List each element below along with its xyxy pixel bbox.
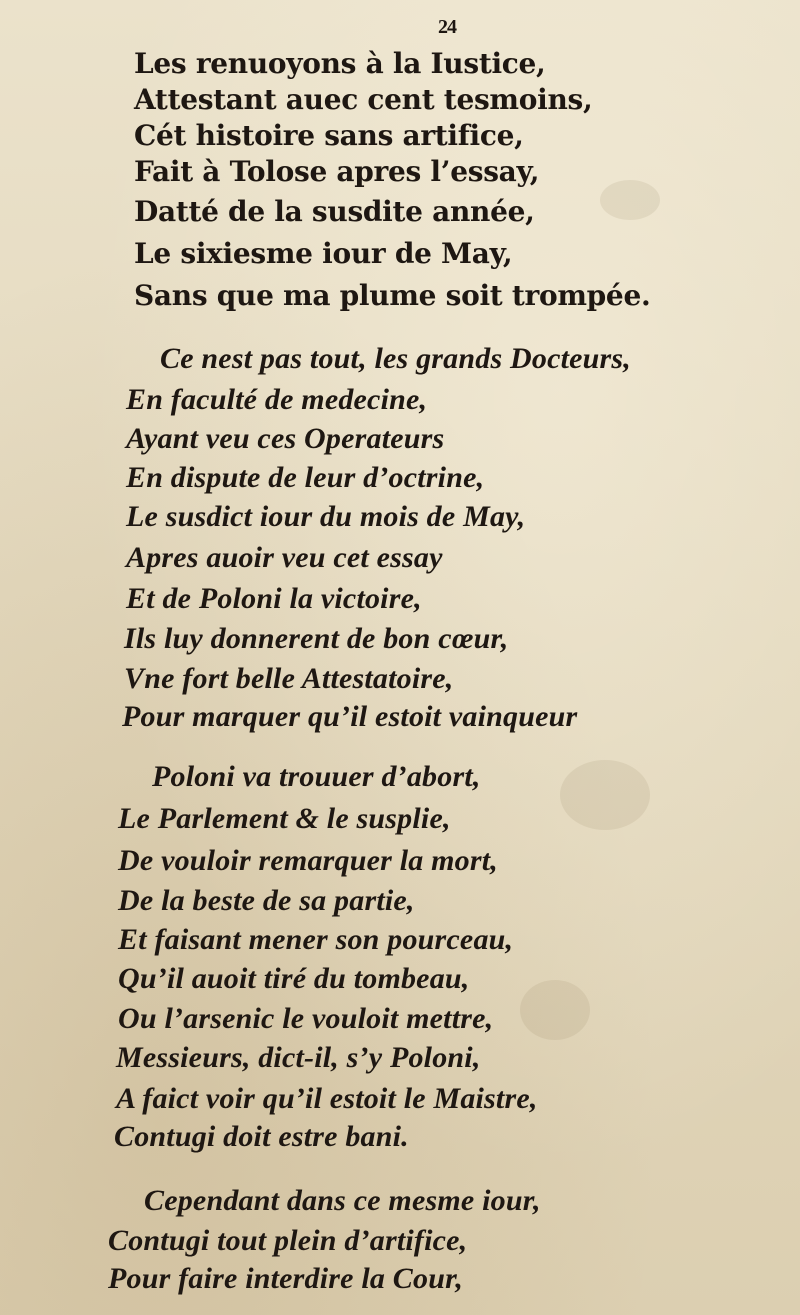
verse-line: Les renuoyons à la Iustice, bbox=[134, 47, 546, 80]
verse-line: Sans que ma plume soit trompée. bbox=[134, 279, 651, 312]
verse-line: Apres auoir veu cet essay bbox=[126, 541, 443, 574]
verse-line: Le Parlement & le susplie, bbox=[118, 802, 451, 835]
verse-line: Messieurs, dict-il, s’y Poloni, bbox=[116, 1041, 481, 1074]
verse-line: En faculté de medecine, bbox=[126, 383, 428, 416]
paper-stain bbox=[560, 760, 650, 830]
verse-line: Qu’il auoit tiré du tombeau, bbox=[118, 962, 470, 995]
verse-line: Ils luy donnerent de bon cœur, bbox=[124, 622, 509, 655]
verse-line: A faict voir qu’il estoit le Maistre, bbox=[116, 1082, 538, 1115]
verse-line: Contugi doit estre bani. bbox=[114, 1120, 409, 1153]
verse-line: En dispute de leur d’octrine, bbox=[126, 461, 485, 494]
verse-line: Pour faire interdire la Cour, bbox=[108, 1262, 464, 1295]
verse-line: Cependant dans ce mesme iour, bbox=[144, 1184, 541, 1217]
verse-line: Et de Poloni la victoire, bbox=[126, 582, 422, 615]
verse-line: Le susdict iour du mois de May, bbox=[126, 500, 526, 533]
paper-stain bbox=[520, 980, 590, 1040]
verse-line: Fait à Tolose apres l’essay, bbox=[134, 155, 540, 188]
verse-line: Vne fort belle Attestatoire, bbox=[124, 662, 454, 695]
page-number: 24 bbox=[438, 16, 456, 38]
verse-line: Et faisant mener son pourceau, bbox=[118, 923, 514, 956]
verse-line: Attestant auec cent tesmoins, bbox=[134, 83, 593, 116]
verse-line: Datté de la susdite année, bbox=[134, 195, 535, 228]
verse-line: Pour marquer qu’il estoit vainqueur bbox=[122, 700, 578, 733]
verse-line: Ayant veu ces Operateurs bbox=[126, 422, 445, 455]
verse-line: Ou l’arsenic le vouloit mettre, bbox=[118, 1002, 494, 1035]
verse-line: De la beste de sa partie, bbox=[118, 884, 415, 917]
verse-line: Contugi tout plein d’artifice, bbox=[108, 1224, 468, 1257]
verse-line: Cét histoire sans artifice, bbox=[134, 119, 524, 152]
verse-line: Ce nest pas tout, les grands Docteurs, bbox=[160, 342, 631, 375]
verse-line: Poloni va trouuer d’abort, bbox=[152, 760, 481, 793]
verse-line: De vouloir remarquer la mort, bbox=[118, 844, 498, 877]
verse-line: Le sixiesme iour de May, bbox=[134, 237, 513, 270]
paper-stain bbox=[600, 180, 660, 220]
